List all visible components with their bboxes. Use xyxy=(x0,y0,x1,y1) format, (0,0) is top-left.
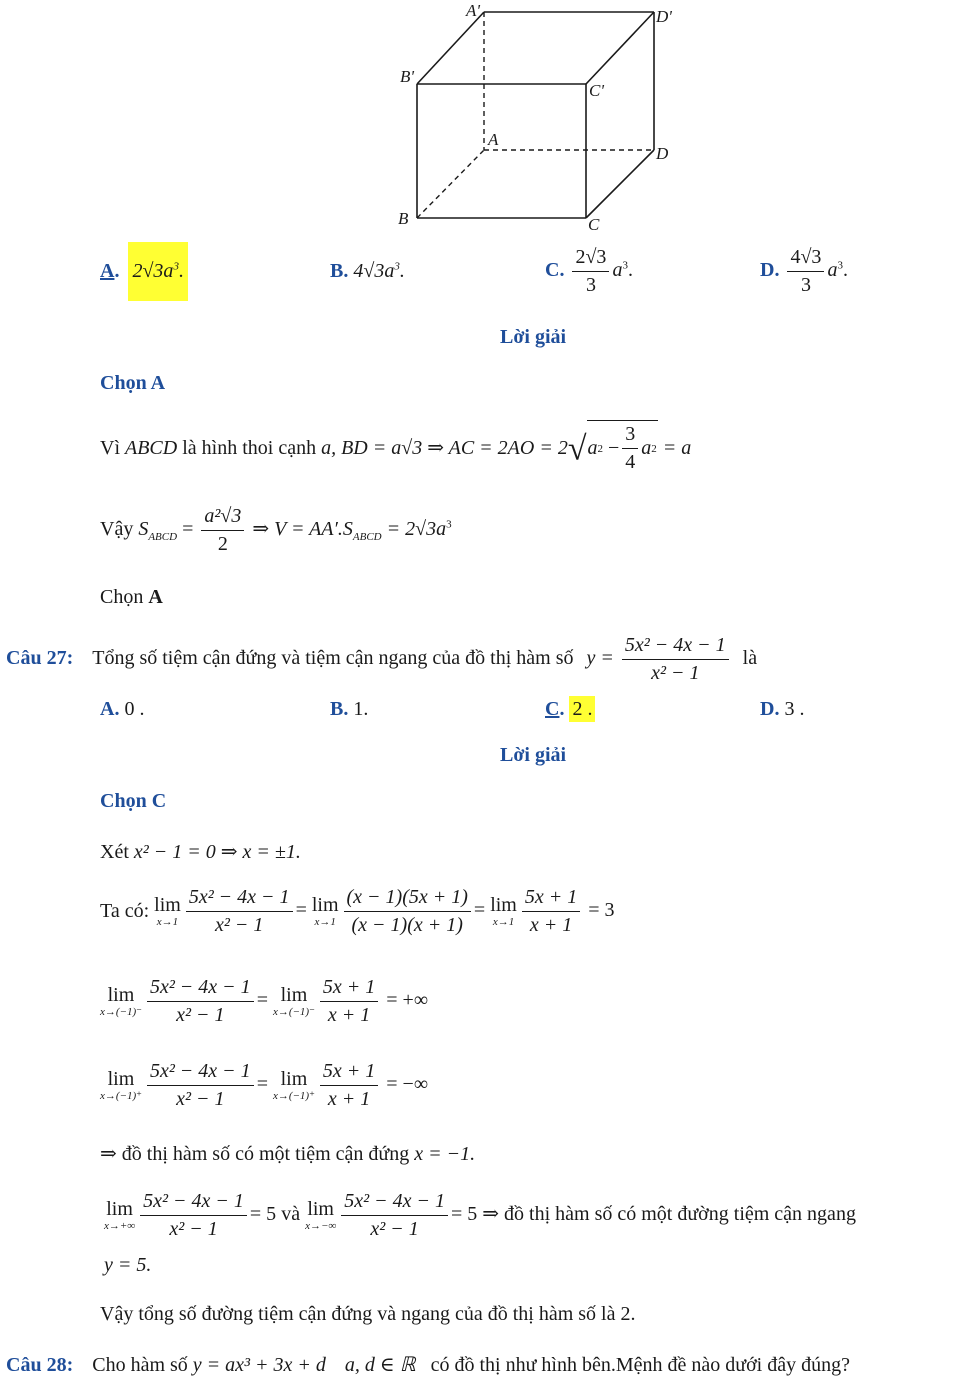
q27-question: Câu 27: Tổng số tiệm cận đứng và tiệm cận ngang của đồ thị hàm số y = $\frac{\text{5x² − 4x − 1}}{\text{x² − 1}}$ là xyxy=(6,634,758,684)
q27-option-b[interactable]: B. 1. xyxy=(330,698,369,720)
q28-label: Câu 28: xyxy=(6,1354,74,1376)
cube-figure xyxy=(390,0,690,235)
q26-option-b[interactable]: B. $4√3a^3$. xyxy=(330,260,405,282)
q27-limit-minus: lim x→(−1)⁻ $\frac{\text{5x² − 4x − 1}}{\text{x² − 1}}$ = lim x→(−1)⁻ $\frac{5x + 1}{x + 1}$ = +∞ xyxy=(100,976,429,1026)
edge-c-d xyxy=(586,150,654,218)
label-bp: B' xyxy=(400,67,415,86)
option-c-fraction: $\frac{2√3}{3}$ xyxy=(572,246,609,297)
q27-horizontal-value: y = 5. xyxy=(104,1254,152,1276)
label-d: D xyxy=(656,144,669,163)
q27-option-c[interactable]: C. 2 . xyxy=(545,698,595,721)
q27-vertical-conclusion: ⇒ đồ thị hàm số có một tiệm cận đứng x = −1. xyxy=(100,1143,476,1165)
label-ap: A' xyxy=(466,1,481,20)
label-dp: D' xyxy=(656,7,672,26)
q27-choose-heading: Chọn C xyxy=(100,790,167,812)
q27-option-d[interactable]: D. 3 . xyxy=(760,698,805,720)
q26-solution-line2: Vậy $S_{ABCD}$ = $\frac{\text{a²√3}}{2}$ ⇒ $V = AA'.S_{ABCD} = 2√3a^3$ xyxy=(100,505,452,555)
q27-solution-title: Lời giải xyxy=(500,744,567,766)
q26-solution-line1: Vì ABCD là hình thoi cạnh a, BD = a√3 ⇒ AC = 2AO = 2√ a 2 − $\frac{3}{4}$ a 2 = a xyxy=(100,420,691,474)
option-letter: D xyxy=(760,259,775,282)
q27-taco-line: Ta có: lim x→1 $\frac{\text{5x² − 4x − 1}}{\text{x² − 1}}$ = lim x→1 $\frac{(x - 1)(5x + 1)}{(x - 1)(x + 1)}$ = lim x→1 $\frac{5x + 1}{x + 1}$ = 3 xyxy=(100,886,615,936)
q27-xet-line: Xét x² − 1 = 0 ⇒ x = ±1. xyxy=(100,841,301,863)
label-b: B xyxy=(398,209,409,228)
q27-option-a[interactable]: A. 0 . xyxy=(100,698,145,720)
q27-label: Câu 27: xyxy=(6,647,74,670)
q28-question: Câu 28: Cho hàm số y = ax³ + 3x + d a, d ∈ ℝ có đồ thị như hình bên.Mệnh đề nào dưới đây đúng? xyxy=(6,1354,850,1376)
edge-dp-cp xyxy=(586,12,654,84)
option-letter: A xyxy=(100,260,115,282)
q26-choose-heading: Chọn A xyxy=(100,372,166,394)
option-a-value: $2√3a^3$. xyxy=(128,242,187,301)
option-letter: C xyxy=(545,259,560,282)
option-d-fraction: $\frac{4√3}{3}$ xyxy=(787,246,824,297)
q26-option-d[interactable]: D. $\frac{4√3}{3}$ $a^3$. xyxy=(760,246,848,296)
edge-ap-bp xyxy=(417,12,484,84)
q26-option-c[interactable]: C. $\frac{2√3}{3}$ $a^3$. xyxy=(545,246,633,296)
label-a: A xyxy=(488,130,499,149)
option-letter: B xyxy=(330,260,344,282)
label-cp: C' xyxy=(589,81,604,100)
q26-choose-plain: Chọn A xyxy=(100,586,163,608)
q26-option-a[interactable]: A. $2√3a^3$. xyxy=(100,242,188,302)
edge-b-a xyxy=(417,150,484,218)
q27-final: Vậy tổng số đường tiệm cận đứng và ngang của đồ thị hàm số là 2. xyxy=(100,1303,636,1325)
label-c: C xyxy=(588,215,600,234)
q27-horizontal-line: lim x→+∞ $\frac{\text{5x² − 4x − 1}}{\text{x² − 1}}$ = 5 và lim x→−∞ $\frac{\text{5x² − 4x − 1}}{\text{x² − 1}}$ = 5 ⇒ đồ thị hàm số có một đường tiệm cận ngang xyxy=(104,1190,856,1240)
option-b-value: $4√3a^3$. xyxy=(353,260,405,282)
q26-solution-title: Lời giải xyxy=(500,326,567,348)
q27-limit-plus: lim x→(−1)⁺ $\frac{\text{5x² − 4x − 1}}{\text{x² − 1}}$ = lim x→(−1)⁺ $\frac{5x + 1}{x + 1}$ = −∞ xyxy=(100,1060,429,1110)
